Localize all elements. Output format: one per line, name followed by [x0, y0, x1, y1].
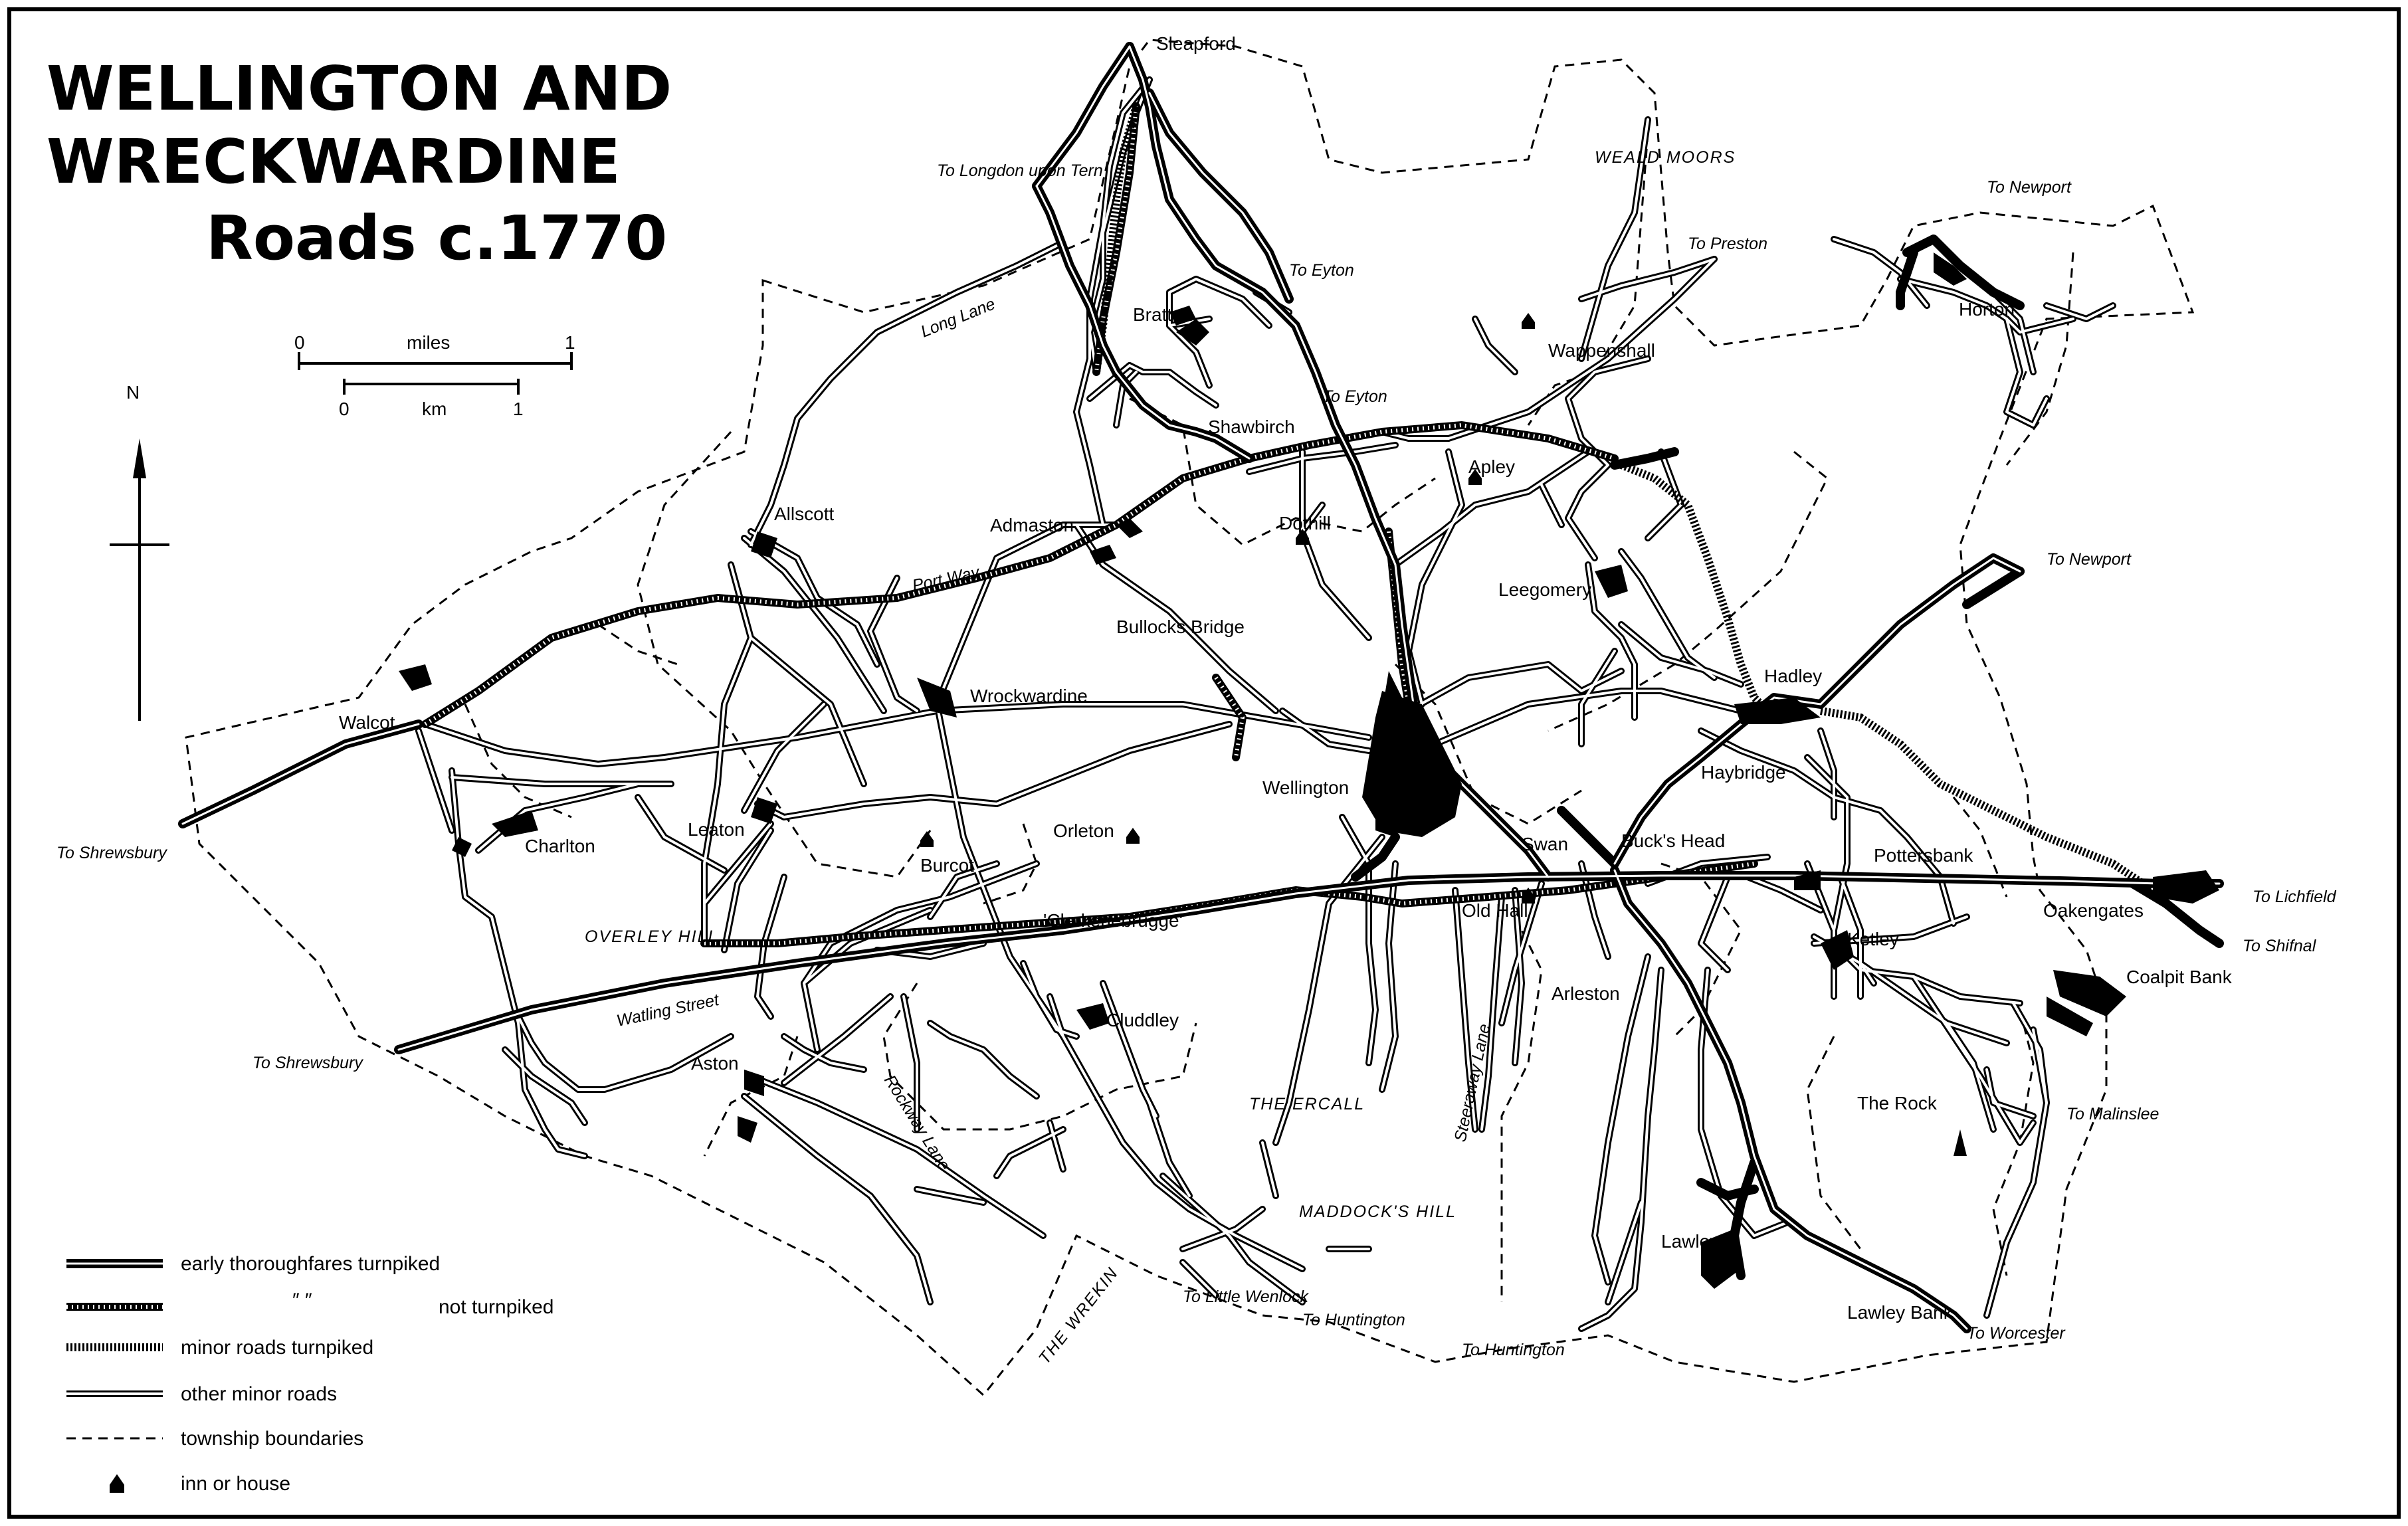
label-haybridge: Haybridge: [1701, 762, 1786, 783]
title-line3: Roads c.1770: [206, 203, 668, 274]
label-to-shrewsbury-1: To Shrewsbury: [56, 844, 167, 862]
label-to-malinslee: To Malinslee: [2066, 1105, 2159, 1123]
label-to-shifnal: To Shifnal: [2243, 937, 2316, 955]
label-overley-hill: OVERLEY HILL: [585, 927, 719, 946]
legend: [66, 1253, 553, 1495]
label-wrockwardine: Wrockwardine: [970, 686, 1088, 706]
label-the-ercall: THE ERCALL: [1249, 1095, 1365, 1113]
legend-label-minor: other minor roads: [181, 1383, 338, 1405]
label-rockway-lane: Rockway Lane: [880, 1072, 954, 1175]
legend-label-turnpiked: early thoroughfares turnpiked: [181, 1253, 441, 1275]
label-dothill: Dothill: [1279, 513, 1331, 533]
label-arleston: Arleston: [1552, 983, 1620, 1004]
legend-item-boundary: [66, 1428, 363, 1450]
label-bratton: Bratton: [1133, 304, 1193, 325]
label-old-hall: Old Hall: [1462, 900, 1528, 921]
legend-label-minor-turnpiked: minor roads turnpiked: [181, 1337, 374, 1359]
legend-label-house: inn or house: [181, 1473, 291, 1495]
legend-label-not-turnpiked: not turnpiked: [439, 1296, 554, 1318]
north-label: N: [126, 382, 140, 403]
label-lawley-bank: Lawley Bank: [1847, 1302, 1953, 1323]
scale-km-zero: 0: [339, 399, 350, 419]
label-steeraway-lane: Steeraway Lane: [1451, 1022, 1494, 1144]
label-coalpit-bank: Coalpit Bank: [2126, 967, 2232, 987]
label-aston: Aston: [691, 1053, 739, 1074]
label-bullocks-bridge: Bullocks Bridge: [1116, 617, 1245, 637]
label-walcot: Walcot: [339, 712, 395, 733]
label-bucks-head: Buck's Head: [1621, 830, 1726, 851]
label-allscott: Allscott: [774, 504, 835, 524]
label-wellington: Wellington: [1262, 777, 1350, 798]
label-pottersbank: Pottersbank: [1874, 845, 1973, 866]
label-oakengates: Oakengates: [2043, 900, 2144, 921]
scale-km-one: 1: [513, 399, 524, 419]
label-apley: Apley: [1468, 456, 1516, 477]
north-arrow: [110, 382, 169, 721]
house-icon: [110, 1474, 124, 1493]
label-to-little-wenlock: To Little Wenlock: [1183, 1288, 1308, 1306]
scale-km-label: km: [422, 399, 447, 419]
legend-item-not-turnpiked: [66, 1289, 553, 1318]
label-to-huntington-2: To Huntington: [1462, 1341, 1565, 1359]
label-wappenshall: Wappenshall: [1548, 340, 1655, 361]
label-to-huntington-1: To Huntington: [1302, 1311, 1405, 1329]
label-to-eyton-2: To Eyton: [1322, 387, 1387, 406]
legend-item-turnpiked: [66, 1253, 440, 1275]
minor-roads: [419, 80, 2113, 1329]
title-line2: WRECKWARDINE: [47, 126, 621, 197]
label-hadley: Hadley: [1764, 666, 1823, 686]
label-weald-moors: WEALD MOORS: [1595, 148, 1736, 167]
label-port-way: Port Way: [910, 563, 981, 595]
label-long-lane: Long Lane: [918, 294, 998, 341]
label-sleapford: Sleapford: [1156, 33, 1236, 54]
scale-miles-label: miles: [407, 332, 451, 353]
label-to-newport-2: To Newport: [2047, 550, 2131, 569]
label-horton: Horton: [1959, 299, 2015, 320]
label-to-longdon: To Longdon upon Tern: [937, 161, 1103, 180]
legend-ditto-marks: ″ ″: [292, 1289, 312, 1311]
label-to-newport-1: To Newport: [1987, 178, 2071, 197]
label-orleton: Orleton: [1053, 820, 1114, 841]
label-the-wrekin: THE WREKIN: [1035, 1264, 1122, 1368]
label-ketley: Ketley: [1847, 929, 1899, 949]
label-watling-street: Watling Street: [615, 990, 721, 1030]
label-to-shrewsbury-2: To Shrewsbury: [252, 1054, 363, 1072]
title-line1: WELLINGTON AND: [47, 53, 672, 124]
label-leaton: Leaton: [688, 819, 745, 840]
label-maddocks-hill: MADDOCK'S HILL: [1299, 1202, 1456, 1221]
settlement-blocks: [399, 252, 2219, 1289]
label-leegomery: Leegomery: [1498, 579, 1592, 600]
label-cluddley: Cluddley: [1106, 1010, 1179, 1030]
scale-miles-one: 1: [565, 332, 575, 353]
label-lawley: Lawley: [1661, 1231, 1720, 1252]
legend-item-minor: [66, 1383, 337, 1405]
label-to-lichfield: To Lichfield: [2253, 888, 2336, 906]
scale-miles-zero: 0: [294, 332, 305, 353]
label-swan: Swan: [1522, 834, 1569, 854]
label-to-preston: To Preston: [1688, 235, 1767, 253]
label-clerkenebrugge: 'Clerkenebrugge': [1043, 910, 1183, 931]
label-shawbirch: Shawbirch: [1208, 417, 1295, 437]
label-admaston: Admaston: [990, 515, 1074, 535]
legend-item-house: [110, 1473, 290, 1495]
scale-bar: [294, 332, 575, 419]
label-to-eyton-1: To Eyton: [1289, 261, 1354, 280]
map-title: [47, 53, 672, 274]
label-charlton: Charlton: [525, 836, 595, 856]
label-the-rock: The Rock: [1857, 1093, 1937, 1113]
legend-item-minor-turnpiked: [66, 1337, 373, 1359]
label-to-worcester: To Worcester: [1967, 1324, 2065, 1343]
legend-label-boundary: township boundaries: [181, 1428, 364, 1450]
label-burcot: Burcot: [920, 855, 974, 876]
north-arrow-icon: [133, 438, 146, 478]
